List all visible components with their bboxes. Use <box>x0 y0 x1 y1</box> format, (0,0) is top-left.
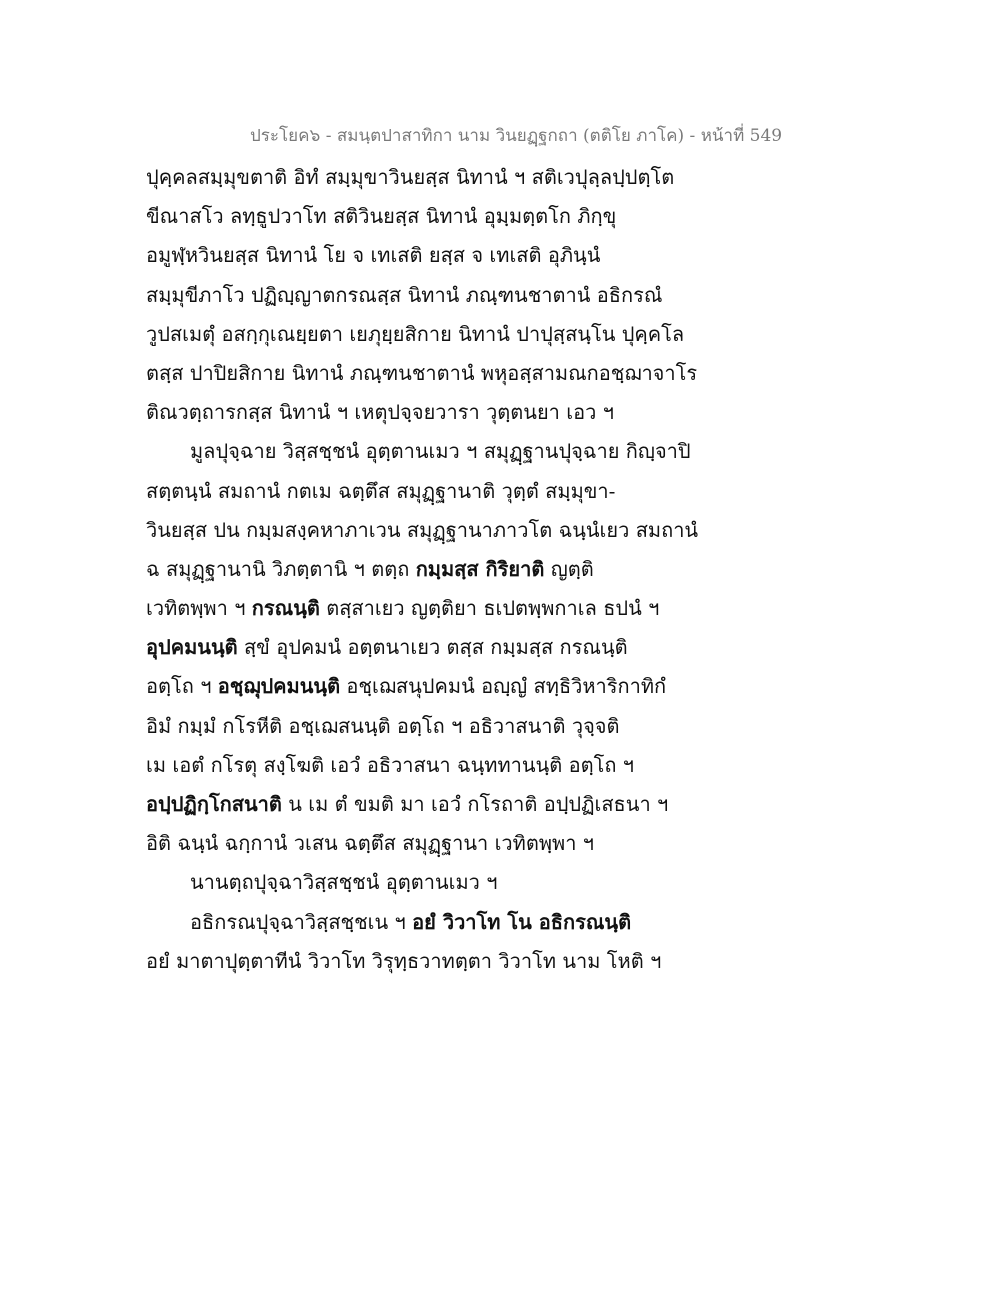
text-segment: ขีณาสโว ลทฺธูปวาโท สติวินยสฺส นิทานํ อุมฺมตฺตโก ภิกฺขุ <box>146 204 617 229</box>
running-head: ประโยค๖ - สมนฺตปาสาทิกา นาม วินยฏฺฐกถา (ตติโย ภาโค) - หน้าที่ 549 <box>250 126 783 146</box>
bold-term: กรณนฺติ <box>251 596 320 621</box>
text-line <box>146 942 746 981</box>
text-segment: วินยสฺส ปน กมฺมสงฺคหาภาเวน สมุฏฺฐานาภาวโต ฉนฺนํเยว สมถานํ <box>146 517 699 542</box>
text-segment: สตฺตนฺนํ สมถานํ กตเม ฉตฺตึส สมุฏฺฐานาติ วุตฺตํ สมฺมุขา- <box>146 478 616 503</box>
text-line <box>146 824 746 863</box>
text-segment: อมูฬฺหวินยสฺส นิทานํ โย จ เทเสติ ยสฺส จ เทเสติ อุภินฺนํ <box>146 243 601 268</box>
text-line <box>146 236 746 275</box>
text-segment: เม เอตํ กโรตุ สงฺโฆติ เอวํ อธิวาสนา ฉนฺททานนฺติ อตฺโถ ฯ <box>146 752 635 777</box>
text-line <box>146 354 746 393</box>
bold-term: อยํ วิวาโท โน อธิกรณนฺติ <box>412 909 632 934</box>
text-segment: ญตฺติ <box>544 556 594 581</box>
text-segment: อิติ ฉนฺนํ ฉกฺกานํ วเสน ฉตฺตึส สมุฏฺฐานา เวทิตพฺพา ฯ <box>146 831 595 856</box>
text-segment: มูลปุจฺฉาย วิสฺสชฺชนํ อุตฺตานเมว ฯ สมุฏฺฐานปุจฺฉาย กิญฺจาปิ <box>190 439 691 464</box>
text-segment: อชฺเฌสนุปคมนํ อญฺญํ สทฺธิวิหาริกาทิกํ <box>340 674 667 699</box>
text-segment: อยํ มาตาปุตฺตาทีนํ วิวาโท วิรุทฺธวาทตฺตา วิวาโท นาม โหติ ฯ <box>146 948 662 973</box>
text-line <box>146 432 746 471</box>
body-text <box>146 158 746 981</box>
text-segment: ฉ สมุฏฺฐานานิ วิภตฺตานิ ฯ ตตฺถ <box>146 556 416 581</box>
text-line <box>146 707 746 746</box>
text-line <box>146 393 746 432</box>
text-line <box>146 628 746 667</box>
text-segment: ตสฺสาเยว ญตฺติยา ธเปตพฺพกาเล ธปนํ ฯ <box>319 596 660 621</box>
text-segment: อตฺโถ ฯ <box>146 674 218 699</box>
text-segment: วูปสเมตุํ อสกฺกุเณยฺยตา เยภุยฺยสิกาย นิทานํ ปาปุสฺสนฺโน ปุคฺคโล <box>146 321 685 346</box>
text-line <box>146 158 746 197</box>
text-line <box>146 667 746 706</box>
text-line <box>146 746 746 785</box>
text-segment: ติณวตฺถารกสฺส นิทานํ ฯ เหตุปจฺจยวารา วุตฺตนยา เอว ฯ <box>146 400 614 425</box>
text-line <box>146 550 746 589</box>
text-line <box>146 472 746 511</box>
text-line <box>146 589 746 628</box>
text-segment: น เม ตํ ขมติ มา เอวํ กโรถาติ อปฺปฏิเสธนา ฯ <box>281 792 669 816</box>
bold-term: อปฺปฏิกฺโกสนาติ <box>146 792 282 816</box>
bold-term: อุปคมนนฺติ <box>146 635 238 660</box>
bold-term: กมฺมสฺส กิริยาติ <box>415 556 545 581</box>
text-line <box>146 785 746 824</box>
text-segment: ตสฺส ปาปิยสิกาย นิทานํ ภณฺฑนชาตานํ พหุอสฺสามณกอชฺฌาจาโร <box>146 360 698 385</box>
text-segment: เวทิตพฺพา ฯ <box>146 596 252 621</box>
text-segment: ปุคฺคลสมฺมุขตาติ อิทํ สมฺมุขาวินยสฺส นิทานํ ฯ สติเวปุลฺลปฺปตฺโต <box>146 165 675 189</box>
text-line <box>146 276 746 315</box>
text-segment: สฺขํ อุปคมนํ อตฺตนาเยว ตสฺส กมฺมสฺส กรณนฺติ <box>237 635 628 660</box>
text-segment: สมฺมุขีภาโว ปฏิญฺญาตกรณสฺส นิทานํ ภณฺฑนชาตานํ อธิกรณํ <box>146 282 663 307</box>
text-line <box>146 315 746 354</box>
text-line <box>146 903 746 942</box>
text-line <box>146 197 746 236</box>
text-segment: อิมํ กมฺมํ กโรหีติ อชฺเฌสนนฺติ อตฺโถ ฯ อธิวาสนาติ วุจฺจติ <box>146 713 620 738</box>
text-line <box>146 511 746 550</box>
text-segment: นานตฺถปุจฺฉาวิสฺสชฺชนํ อุตฺตานเมว ฯ <box>190 870 498 895</box>
bold-term: อชฺฌุปคมนนฺติ <box>217 674 341 699</box>
text-segment: อธิกรณปุจฺฉาวิสฺสชฺชเน ฯ <box>190 909 413 934</box>
text-line <box>146 863 746 902</box>
